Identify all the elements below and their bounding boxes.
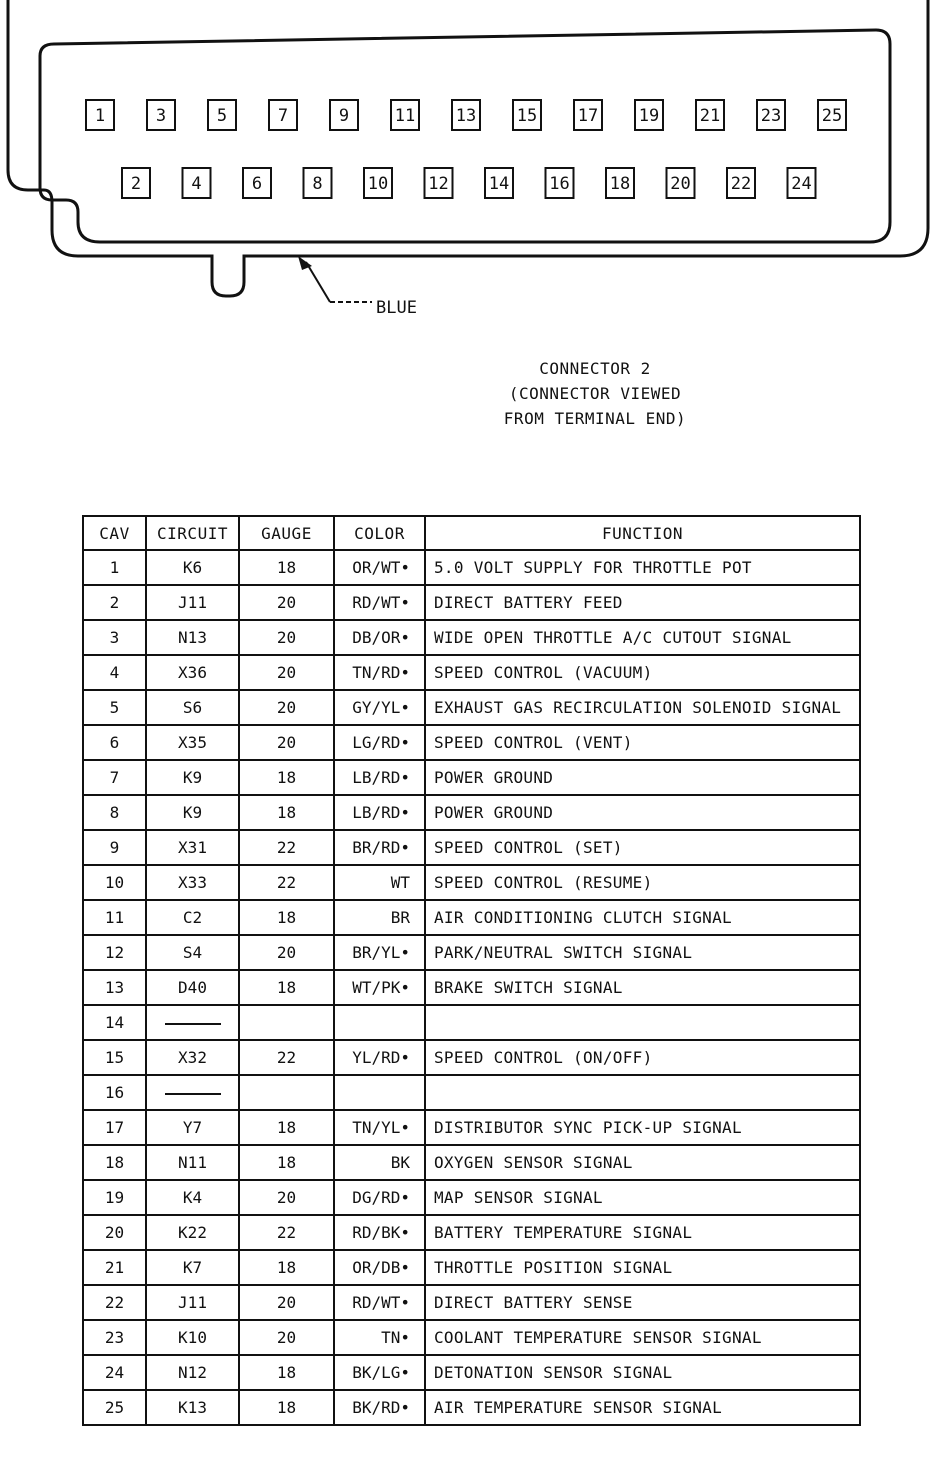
table-row <box>83 900 860 935</box>
cell-circuit: N13 <box>146 620 239 655</box>
table-row <box>83 1040 860 1075</box>
cell-function: AIR CONDITIONING CLUTCH SIGNAL <box>425 900 860 935</box>
cell-circuit: S6 <box>146 690 239 725</box>
cell-cav: 2 <box>83 585 146 620</box>
cell-circuit: K22 <box>146 1215 239 1250</box>
cell-gauge: 22 <box>239 830 334 865</box>
unused-circuit-dash <box>165 1093 221 1095</box>
cell-cav: 22 <box>83 1285 146 1320</box>
pin-number: 23 <box>760 106 782 126</box>
cell-circuit: N12 <box>146 1355 239 1390</box>
cell-circuit: X36 <box>146 655 239 690</box>
cell-color: RD/BK• <box>334 1215 425 1250</box>
cell-color: BR/RD• <box>334 830 425 865</box>
cell-color: DB/OR• <box>334 620 425 655</box>
cell-color: LB/RD• <box>334 795 425 830</box>
header-cav: CAV <box>83 516 146 550</box>
cell-color: TN/RD• <box>334 655 425 690</box>
cell-circuit: C2 <box>146 900 239 935</box>
cell-cav: 15 <box>83 1040 146 1075</box>
header-color: COLOR <box>334 516 425 550</box>
cell-color: BR <box>334 900 425 935</box>
connector-caption <box>470 356 720 431</box>
cell-gauge: 22 <box>239 1215 334 1250</box>
cell-color: RD/WT• <box>334 1285 425 1320</box>
cell-circuit: X31 <box>146 830 239 865</box>
table-row <box>83 795 860 830</box>
pin-number: 15 <box>516 106 538 126</box>
cell-function: SPEED CONTROL (SET) <box>425 830 860 865</box>
cell-cav: 14 <box>83 1005 146 1040</box>
pin-number: 3 <box>155 106 167 126</box>
cell-circuit: K4 <box>146 1180 239 1215</box>
cell-color: DG/RD• <box>334 1180 425 1215</box>
table-row <box>83 1145 860 1180</box>
cell-function: SPEED CONTROL (ON/OFF) <box>425 1040 860 1075</box>
cell-cav: 1 <box>83 550 146 585</box>
table-row <box>83 1390 860 1425</box>
connector-diagram <box>0 0 944 330</box>
pin-number: 16 <box>549 174 570 194</box>
pin-number: 5 <box>216 106 228 126</box>
cell-function: BRAKE SWITCH SIGNAL <box>425 970 860 1005</box>
cell-function: DIRECT BATTERY SENSE <box>425 1285 860 1320</box>
blue-pointer-arrow <box>306 262 330 302</box>
cell-cav: 18 <box>83 1145 146 1180</box>
cell-cav: 6 <box>83 725 146 760</box>
cell-circuit: S4 <box>146 935 239 970</box>
cell-function: DISTRIBUTOR SYNC PICK-UP SIGNAL <box>425 1110 860 1145</box>
pin-number: 11 <box>394 106 416 126</box>
cell-circuit: K6 <box>146 550 239 585</box>
pin-number: 4 <box>191 174 202 194</box>
cell-gauge: 18 <box>239 1355 334 1390</box>
cell-function: POWER GROUND <box>425 760 860 795</box>
cell-gauge <box>239 1005 334 1040</box>
pin-number: 20 <box>670 174 691 194</box>
cell-gauge: 18 <box>239 760 334 795</box>
table-row <box>83 1005 860 1040</box>
table-row <box>83 1180 860 1215</box>
table-row <box>83 1250 860 1285</box>
cell-color: TN/YL• <box>334 1110 425 1145</box>
cell-circuit: X35 <box>146 725 239 760</box>
cell-color: BK/RD• <box>334 1390 425 1425</box>
connector-housing-outer <box>8 0 928 296</box>
pin-number: 14 <box>488 174 510 194</box>
cell-function: DETONATION SENSOR SIGNAL <box>425 1355 860 1390</box>
cell-gauge: 20 <box>239 935 334 970</box>
cell-function: WIDE OPEN THROTTLE A/C CUTOUT SIGNAL <box>425 620 860 655</box>
cell-function: COOLANT TEMPERATURE SENSOR SIGNAL <box>425 1320 860 1355</box>
cell-circuit: X33 <box>146 865 239 900</box>
cell-circuit: K10 <box>146 1320 239 1355</box>
caption-line-3: FROM TERMINAL END) <box>503 409 687 428</box>
table-row <box>83 935 860 970</box>
cell-function: MAP SENSOR SIGNAL <box>425 1180 860 1215</box>
table-row <box>83 1110 860 1145</box>
cell-function: SPEED CONTROL (VACUUM) <box>425 655 860 690</box>
cell-function: THROTTLE POSITION SIGNAL <box>425 1250 860 1285</box>
cell-circuit <box>146 1005 239 1040</box>
top-pin-row <box>86 100 846 130</box>
cell-circuit: K13 <box>146 1390 239 1425</box>
cell-gauge: 20 <box>239 725 334 760</box>
cell-color: BK <box>334 1145 425 1180</box>
cell-cav: 8 <box>83 795 146 830</box>
table-row <box>83 830 860 865</box>
cell-gauge: 20 <box>239 690 334 725</box>
cell-cav: 10 <box>83 865 146 900</box>
pin-number: 6 <box>251 174 263 194</box>
cell-gauge: 18 <box>239 1390 334 1425</box>
table-row <box>83 725 860 760</box>
cell-gauge: 20 <box>239 655 334 690</box>
cell-cav: 5 <box>83 690 146 725</box>
cell-gauge: 18 <box>239 1110 334 1145</box>
table-row <box>83 655 860 690</box>
bottom-pin-row <box>122 168 816 198</box>
cell-function: PARK/NEUTRAL SWITCH SIGNAL <box>425 935 860 970</box>
pin-number: 9 <box>338 106 350 126</box>
cell-circuit: X32 <box>146 1040 239 1075</box>
cell-circuit <box>146 1075 239 1110</box>
table-row <box>83 1075 860 1110</box>
cell-color <box>334 1075 425 1110</box>
pin-number: 21 <box>699 106 721 126</box>
cell-gauge <box>239 1075 334 1110</box>
caption-title: CONNECTOR 2 <box>539 359 651 378</box>
cell-color: RD/WT• <box>334 585 425 620</box>
cell-gauge: 20 <box>239 1320 334 1355</box>
pin-number: 1 <box>94 106 106 126</box>
table-row <box>83 1320 860 1355</box>
pin-number: 17 <box>577 106 599 126</box>
table-row <box>83 970 860 1005</box>
table-row <box>83 620 860 655</box>
caption-line-2: (CONNECTOR VIEWED <box>508 384 682 403</box>
cell-gauge: 20 <box>239 1285 334 1320</box>
header-gauge: GAUGE <box>239 516 334 550</box>
cell-cav: 20 <box>83 1215 146 1250</box>
pin-number: 13 <box>455 106 477 126</box>
cell-cav: 13 <box>83 970 146 1005</box>
cell-function: OXYGEN SENSOR SIGNAL <box>425 1145 860 1180</box>
cell-cav: 16 <box>83 1075 146 1110</box>
table-row <box>83 1355 860 1390</box>
cell-color: TN• <box>334 1320 425 1355</box>
cell-color: OR/WT• <box>334 550 425 585</box>
cell-cav: 17 <box>83 1110 146 1145</box>
cell-color: LG/RD• <box>334 725 425 760</box>
cell-circuit: J11 <box>146 1285 239 1320</box>
pinout-table <box>82 515 861 1426</box>
cell-gauge: 18 <box>239 900 334 935</box>
table-row <box>83 690 860 725</box>
table-row <box>83 1215 860 1250</box>
cell-circuit: N11 <box>146 1145 239 1180</box>
cell-gauge: 22 <box>239 1040 334 1075</box>
cell-function: BATTERY TEMPERATURE SIGNAL <box>425 1215 860 1250</box>
cell-circuit: K7 <box>146 1250 239 1285</box>
cell-circuit: K9 <box>146 795 239 830</box>
unused-circuit-dash <box>165 1023 221 1025</box>
cell-cav: 25 <box>83 1390 146 1425</box>
cell-function: 5.0 VOLT SUPPLY FOR THROTTLE POT <box>425 550 860 585</box>
header-circuit: CIRCUIT <box>146 516 239 550</box>
pin-number: 24 <box>791 174 812 194</box>
cell-cav: 21 <box>83 1250 146 1285</box>
cell-color: GY/YL• <box>334 690 425 725</box>
cell-circuit: Y7 <box>146 1110 239 1145</box>
table-row <box>83 585 860 620</box>
cell-gauge: 20 <box>239 585 334 620</box>
cell-function: POWER GROUND <box>425 795 860 830</box>
cell-circuit: J11 <box>146 585 239 620</box>
cell-cav: 12 <box>83 935 146 970</box>
pinout-table-body <box>83 550 860 1425</box>
pin-number: 7 <box>277 106 289 126</box>
cell-function: EXHAUST GAS RECIRCULATION SOLENOID SIGNAL <box>425 690 860 725</box>
cell-function <box>425 1075 860 1110</box>
table-row <box>83 1285 860 1320</box>
cell-gauge: 18 <box>239 1145 334 1180</box>
cell-cav: 9 <box>83 830 146 865</box>
header-function: FUNCTION <box>425 516 860 550</box>
cell-cav: 23 <box>83 1320 146 1355</box>
pin-number: 2 <box>130 174 142 194</box>
cell-cav: 4 <box>83 655 146 690</box>
cell-color: YL/RD• <box>334 1040 425 1075</box>
cell-color: LB/RD• <box>334 760 425 795</box>
cell-color <box>334 1005 425 1040</box>
blue-label: BLUE <box>376 298 417 318</box>
cell-gauge: 18 <box>239 970 334 1005</box>
cell-gauge: 20 <box>239 620 334 655</box>
cell-function: SPEED CONTROL (RESUME) <box>425 865 860 900</box>
cell-gauge: 18 <box>239 1250 334 1285</box>
table-row <box>83 760 860 795</box>
cell-circuit: D40 <box>146 970 239 1005</box>
cell-gauge: 18 <box>239 795 334 830</box>
cell-gauge: 18 <box>239 550 334 585</box>
cell-function <box>425 1005 860 1040</box>
cell-function: SPEED CONTROL (VENT) <box>425 725 860 760</box>
cell-color: BR/YL• <box>334 935 425 970</box>
cell-cav: 7 <box>83 760 146 795</box>
pin-number: 19 <box>638 106 660 126</box>
cell-gauge: 20 <box>239 1180 334 1215</box>
connector-face-inner <box>40 30 890 242</box>
pin-number: 22 <box>730 174 752 194</box>
cell-cav: 24 <box>83 1355 146 1390</box>
cell-function: DIRECT BATTERY FEED <box>425 585 860 620</box>
table-header-row <box>83 516 860 550</box>
cell-gauge: 22 <box>239 865 334 900</box>
pin-number: 8 <box>312 174 323 194</box>
cell-color: OR/DB• <box>334 1250 425 1285</box>
pin-number: 12 <box>428 174 449 194</box>
cell-color: BK/LG• <box>334 1355 425 1390</box>
cell-color: WT/PK• <box>334 970 425 1005</box>
cell-cav: 3 <box>83 620 146 655</box>
cell-color: WT <box>334 865 425 900</box>
cell-cav: 11 <box>83 900 146 935</box>
pin-number: 10 <box>367 174 389 194</box>
table-row <box>83 550 860 585</box>
table-row <box>83 865 860 900</box>
cell-function: AIR TEMPERATURE SENSOR SIGNAL <box>425 1390 860 1425</box>
pin-number: 18 <box>609 174 631 194</box>
pin-number: 25 <box>821 106 843 126</box>
cell-circuit: K9 <box>146 760 239 795</box>
cell-cav: 19 <box>83 1180 146 1215</box>
